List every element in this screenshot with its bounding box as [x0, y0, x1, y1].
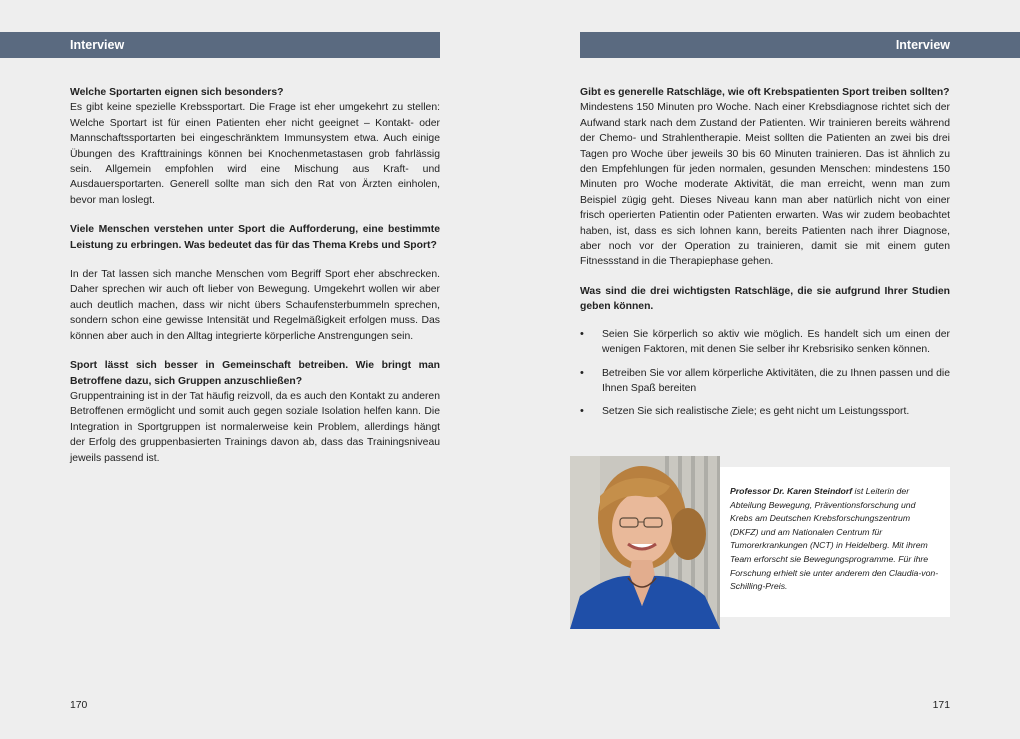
bullet-icon: • [580, 327, 584, 340]
answer-3: Gruppentraining ist in der Tat häufig reizvoll, da es auch den Kontakt zu anderen Betroffenen ermöglicht und somit auch gegen soziale Isolation helfen kann. Die Integration in Sportgruppen ist normalerweise kein Problem, allerdings hängt der Erfolg des gruppenbasierten Trainings davon ab, dass das Trainingsniveau jeweils passend ist. [70, 390, 440, 464]
page-number-right: 171 [932, 700, 950, 711]
portrait-illustration [570, 456, 720, 629]
author-bio-box [720, 467, 950, 617]
answer-4: Mindestens 150 Minuten pro Woche. Nach einer Krebsdiagnose richtet sich der Aufwand stark nach dem Zustand der Patienten. Wir trainieren bereits während der Chemo- und Strahlentherapie. Meist sollten die Patienten an zwei bis drei Tagen pro Woche über jeweils 30 bis 60 Minuten trainieren. Das ist ähnlich zu den Empfehlungen für jeden normalen, gesunden Menschen: mindestens 150 Minuten pro Woche moderate Aktivität, die man erreicht, wenn man zum Beispiel zügig geht. Dieses Niveau kann man aber natürlich nicht von einer frisch operierten Patientin oder Patienten erwarten. Was wir zudem beobachtet haben, ist, dass es sich lohnen kann, bereits Patienten nach ihrer Diagnose, aber noch vor der Operation zu trainieren, damit sie mit einem guten Fitnessstand in die Therapiephase gehen. [580, 102, 950, 268]
bio-text: ist Leiterin der Abteilung Bewegung, Präventionsforschung und Krebs am Deutschen Krebsforschungszentrum (DKFZ) und am Nationalen Centrum für Tumorerkrankungen (NCT) in Heidelberg. Mit ihrem Team erforscht sie Bewegungsprogramme. Für ihre Forschung erhielt sie unter anderem den Claudia-von-Schilling-Preis. [730, 486, 939, 592]
page-number-left: 170 [70, 700, 88, 711]
answer-2: In der Tat lassen sich manche Menschen vom Begriff Sport eher abschrecken. Daher sprechen wir auch oft lieber von Bewegung. Umgekehrt wollen wir aber auch deutlich machen, dass wir nicht übers Schaufensterbummeln sprechen, sondern schon eine gewisse Intensität und Regelmäßigkeit erfolgen muss. Das können aber auch in den Alltag integrierte körperliche Anstrengungen sein. [70, 269, 440, 342]
right-header-bar: Interview [580, 32, 1020, 58]
question-1: Welche Sportarten eignen sich besonders? [70, 87, 284, 98]
left-header-bar: Interview [0, 32, 440, 58]
question-5: Was sind die drei wichtigsten Ratschläge, die sie aufgrund Ihrer Studien geben können. [580, 285, 950, 313]
advice-list [580, 327, 950, 420]
left-column [70, 85, 440, 466]
right-page [510, 0, 1020, 739]
answer-1: Es gibt keine spezielle Krebssportart. Die Frage ist eher umgekehrt zu stellen: Welche Sportart ist für einen Patienten eher nicht geeignet – Kontakt- oder Mannschaftssportarten bei eingeschränktem Immunsystem etwa. Auch einige Übungen des Krafttrainings können bei Knochenmetastasen grob fahrlässig sein. Allgemein empfohlen wird eine Mischung aus Kraft- und Ausdauersportarten. Generell sollte man sich den Rat von Ärzten einholen, bevor man loslegt. [70, 102, 440, 206]
list-item: • Seien Sie körperlich so aktiv wie möglich. Es handelt sich um einen der wenigen Faktoren, mit denen Sie selber ihr Krebsrisiko senken können. [580, 327, 950, 356]
question-2: Viele Menschen verstehen unter Sport die Aufforderung, eine bestimmte Leistung zu erbringen. Was bedeutet das für das Thema Krebs und Sport? [70, 224, 440, 251]
bullet-icon: • [580, 405, 584, 418]
list-item: • Setzen Sie sich realistische Ziele; es geht nicht um Leistungssport. [580, 404, 950, 419]
question-4: Gibt es generelle Ratschläge, wie oft Krebspatienten Sport treiben sollten? [580, 87, 950, 98]
list-item: • Betreiben Sie vor allem körperliche Aktivitäten, die zu Ihnen passen und die Ihnen Spaß bereiten [580, 366, 950, 394]
right-column [580, 85, 950, 428]
bullet-icon: • [580, 366, 584, 379]
bio-name: Professor Dr. Karen Steindorf [730, 486, 853, 496]
question-3: Sport lässt sich besser in Gemeinschaft betreiben. Wie bringt man Betroffene dazu, sich Gruppen anzuschließen? [70, 360, 440, 387]
portrait-photo [570, 456, 720, 629]
